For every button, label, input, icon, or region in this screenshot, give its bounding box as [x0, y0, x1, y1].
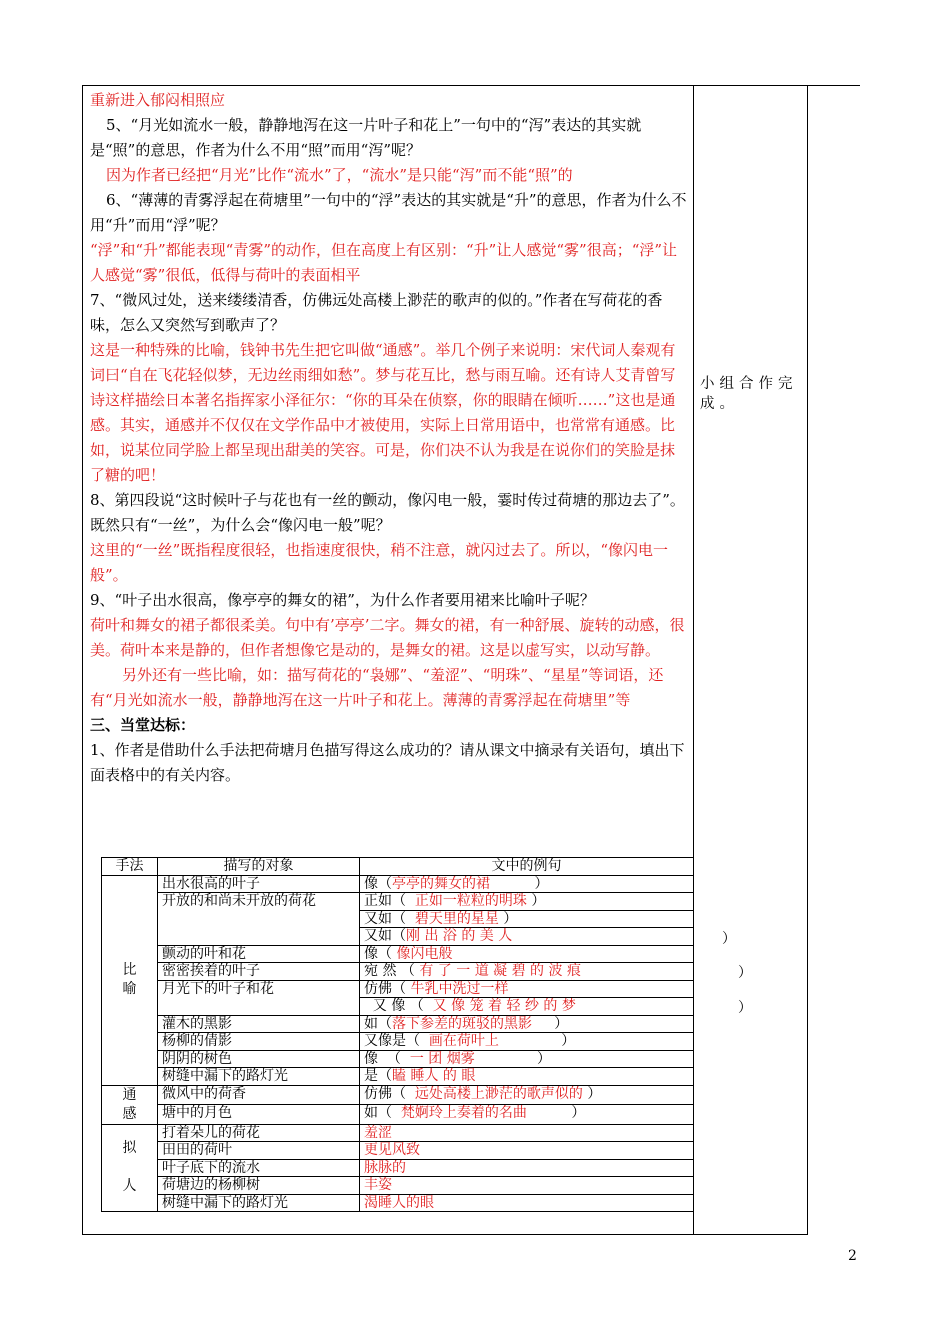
side-note: 小组合作完成。: [700, 376, 798, 412]
object-cell: 杨柳的倩影: [158, 1033, 360, 1051]
example-cell: [360, 1177, 694, 1195]
example-answer: 又 像 笼 着 轻 纱 的 梦: [432, 998, 576, 1014]
table-row: [102, 1085, 694, 1105]
table-row: [102, 1159, 694, 1177]
object-cell: 打着朵儿的荷花: [158, 1124, 360, 1142]
example-cell: [360, 1142, 694, 1160]
example-cell: [360, 1068, 694, 1086]
example-cell: [360, 1085, 694, 1105]
example-answer: 丰姿: [364, 1177, 392, 1193]
example-suffix: ）: [490, 875, 549, 892]
example-prefix: 仿佛（: [364, 980, 411, 997]
object-cell: 开放的和尚未开放的荷花: [158, 893, 360, 946]
example-suffix: ）: [498, 1033, 576, 1049]
table-header-row: [102, 858, 694, 876]
object-cell: 颤动的叶和花: [158, 945, 360, 963]
paragraph: 三、当堂达标：: [90, 716, 196, 734]
rhetoric-table: [101, 857, 694, 1212]
example-cell: [360, 1194, 694, 1212]
column-header: 手法: [102, 858, 158, 876]
example-suffix: ）: [474, 1050, 552, 1067]
paragraph: 另外还有一些比喻，如：描写荷花的“袅娜”、“羞涩”、“明珠”、“星星”等词语，还有“月光如流水一般，静静地泻在这一片叶子和花上。薄薄的青雾浮起在荷塘里”等: [90, 666, 664, 709]
example-cell: [360, 1033, 694, 1051]
column-header: 文中的例句: [360, 858, 694, 876]
example-answer: 脉脉的: [364, 1159, 406, 1176]
paragraph: 因为作者已经把“月光”比作“流水”了，“流水”是只能“泻”而不能“照”的: [106, 166, 573, 184]
object-cell: 树缝中漏下的路灯光: [158, 1068, 360, 1086]
method-cell: 比 喻: [102, 875, 158, 1085]
paragraph: 重新进入郁闷相照应: [90, 91, 226, 109]
object-cell: 树缝中漏下的路灯光: [158, 1194, 360, 1212]
example-answer: 更见风致: [364, 1142, 420, 1158]
paragraph: 6、“薄薄的青雾浮起在荷塘里”一句中的“浮”表达的其实就是“升”的意思，作者为什么不用“升”而用“浮”呢？: [90, 191, 687, 234]
table-row: [102, 1142, 694, 1160]
example-answer: 落下参差的斑驳的黑影: [392, 1015, 532, 1032]
object-cell: 月光下的叶子和花: [158, 980, 360, 1015]
paragraph: 9、“叶子出水很高，像亭亭的舞女的裙”，为什么作者要用裙来比喻叶子呢？: [90, 591, 595, 609]
table-row: [102, 1068, 694, 1086]
example-cell: [360, 928, 694, 946]
paragraph: 这是一种特殊的比喻，钱钟书先生把它叫做“通感”。举几个例子来说明：宋代词人秦观有词曰“自在飞花轻似梦，无边丝雨细如愁”。梦与花互比，愁与雨互喻。还有诗人艾青曾写诗这样描绘日本著名指挥家小泽征尔：“你的耳朵在侦察，你的眼睛在倾听……”这也是通感。其实，通感并不仅仅在文学作品中才被使用，实际上日常用语中，也常常有通感。比如，说某位同学脸上都呈现出甜美的笑容。可是，你们决不认为我是在说你们的笑脸是抹了糖的吧！: [90, 341, 676, 484]
object-cell: 荷塘边的杨柳树: [158, 1177, 360, 1195]
example-prefix: 又像是（: [364, 1033, 429, 1049]
example-prefix: 宛 然 （: [364, 963, 420, 979]
paragraph: 5、“月光如流水一般，静静地泻在这一片叶子和花上”一句中的“泻”表达的其实就是“照”的意思，作者为什么不用“照”而用“泻”呢？: [90, 116, 642, 159]
column-header: 描写的对象: [158, 858, 360, 876]
main-content: [90, 88, 688, 788]
example-cell: [360, 980, 694, 998]
example-answer: 梵婀玲上奏着的名曲: [400, 1105, 527, 1121]
example-cell: [360, 998, 694, 1016]
example-cell: [360, 910, 694, 928]
paragraph: 1、作者是借助什么手法把荷塘月色描写得这么成功的？请从课文中摘录有关语句，填出下面表格中的有关内容。: [90, 741, 685, 784]
object-cell: 出水很高的叶子: [158, 875, 360, 893]
table-row: [102, 1050, 694, 1068]
table-row: [102, 1033, 694, 1051]
example-suffix: ）: [532, 1015, 569, 1032]
example-cell: [360, 1159, 694, 1177]
method-cell: 通 感: [102, 1085, 158, 1124]
example-answer: 牛乳中洗过一样: [410, 980, 509, 997]
paragraph: “浮”和“升”都能表现“青雾”的动作，但在高度上有区别：“升”让人感觉“雾”很高；“浮”让人感觉“雾”很低，低得与荷叶的表面相平: [90, 241, 678, 284]
example-suffix: ）: [582, 1085, 602, 1102]
table-row: [102, 1015, 694, 1033]
table-row: [102, 1194, 694, 1212]
example-answer: 像闪电般: [396, 945, 453, 962]
object-cell: 微风中的荷香: [158, 1085, 360, 1105]
trailing-paren-2: ）: [738, 965, 752, 981]
example-cell: [360, 1124, 694, 1142]
paragraph: 这里的“一丝”既指程度很轻，也指速度很快，稍不注意，就闪过去了。所以，“像闪电一般”。: [90, 541, 669, 584]
example-answer: 正如一粒粒的明珠: [414, 893, 527, 909]
object-cell: 灌木的黑影: [158, 1015, 360, 1033]
object-cell: 田田的荷叶: [158, 1142, 360, 1160]
example-cell: [360, 1105, 694, 1125]
paragraph: 7、“微风过处，送来缕缕清香，仿佛远处高楼上渺茫的歌声的似的。”作者在写荷花的香味，怎么又突然写到歌声了？: [90, 291, 663, 334]
example-prefix: 像 （: [364, 1050, 410, 1067]
example-answer: 一 团 烟雾: [409, 1050, 475, 1067]
example-cell: [360, 945, 694, 963]
object-cell: 塘中的月色: [158, 1105, 360, 1125]
example-suffix: ）: [526, 1105, 586, 1121]
table-row: [102, 893, 694, 911]
table-row: [102, 980, 694, 998]
example-prefix: 又如（: [364, 910, 415, 927]
example-answer: 刚 出 浴 的 美 人: [406, 928, 513, 944]
example-suffix: ）: [526, 893, 546, 909]
example-cell: [360, 875, 694, 893]
example-cell: [360, 893, 694, 911]
object-cell: 叶子底下的流水: [158, 1159, 360, 1177]
example-answer: 碧天里的星星: [414, 910, 499, 927]
table-row: [102, 875, 694, 893]
example-answer: 渴睡人的眼: [364, 1194, 434, 1211]
object-cell: 阴阴的树色: [158, 1050, 360, 1068]
example-answer: 远处高楼上渺茫的歌声似的: [414, 1085, 583, 1102]
example-answer: 瞌 睡人 的 眼: [392, 1068, 476, 1084]
example-cell: [360, 1050, 694, 1068]
example-answer: 羞涩: [364, 1124, 392, 1141]
method-cell: 拟 人: [102, 1124, 158, 1212]
table-row: [102, 1177, 694, 1195]
trailing-paren-1: ）: [722, 931, 736, 947]
example-cell: [360, 1015, 694, 1033]
paragraph: 8、第四段说“这时候叶子与花也有一丝的颤动，像闪电一般，霎时传过荷塘的那边去了”。既然只有“一丝”，为什么会“像闪电一般”呢？: [90, 491, 685, 534]
example-prefix: 仿佛（: [364, 1085, 415, 1102]
example-prefix: 像（: [364, 875, 392, 892]
example-prefix: 又 像 （: [364, 998, 433, 1014]
table-row: [102, 1124, 694, 1142]
example-prefix: 如（: [364, 1015, 392, 1032]
example-prefix: 是（: [364, 1068, 392, 1084]
paragraph: 荷叶和舞女的裙子都很柔美。句中有’亭亭’二字。舞女的裙，有一种舒展、旋转的动感，很美。荷叶本来是静的，但作者想像它是动的，是舞女的裙。这是以虚写实，以动写静。: [90, 616, 685, 659]
example-prefix: 如（: [364, 1105, 401, 1121]
table-row: [102, 963, 694, 981]
table-row: [102, 1105, 694, 1125]
example-answer: 画在荷叶上: [428, 1033, 499, 1049]
trailing-paren-3: ）: [738, 1000, 752, 1016]
example-cell: [360, 963, 694, 981]
example-prefix: 像（: [364, 945, 397, 962]
page-number: 2: [848, 1248, 857, 1264]
example-prefix: 正如（: [364, 893, 415, 909]
example-prefix: 又如（: [364, 928, 406, 944]
example-suffix: ）: [498, 910, 518, 927]
example-answer: 有 了 一 道 凝 碧 的 波 痕: [419, 963, 581, 979]
object-cell: 密密挨着的叶子: [158, 963, 360, 981]
table-row: [102, 945, 694, 963]
example-answer: 亭亭的舞女的裙: [392, 875, 490, 892]
